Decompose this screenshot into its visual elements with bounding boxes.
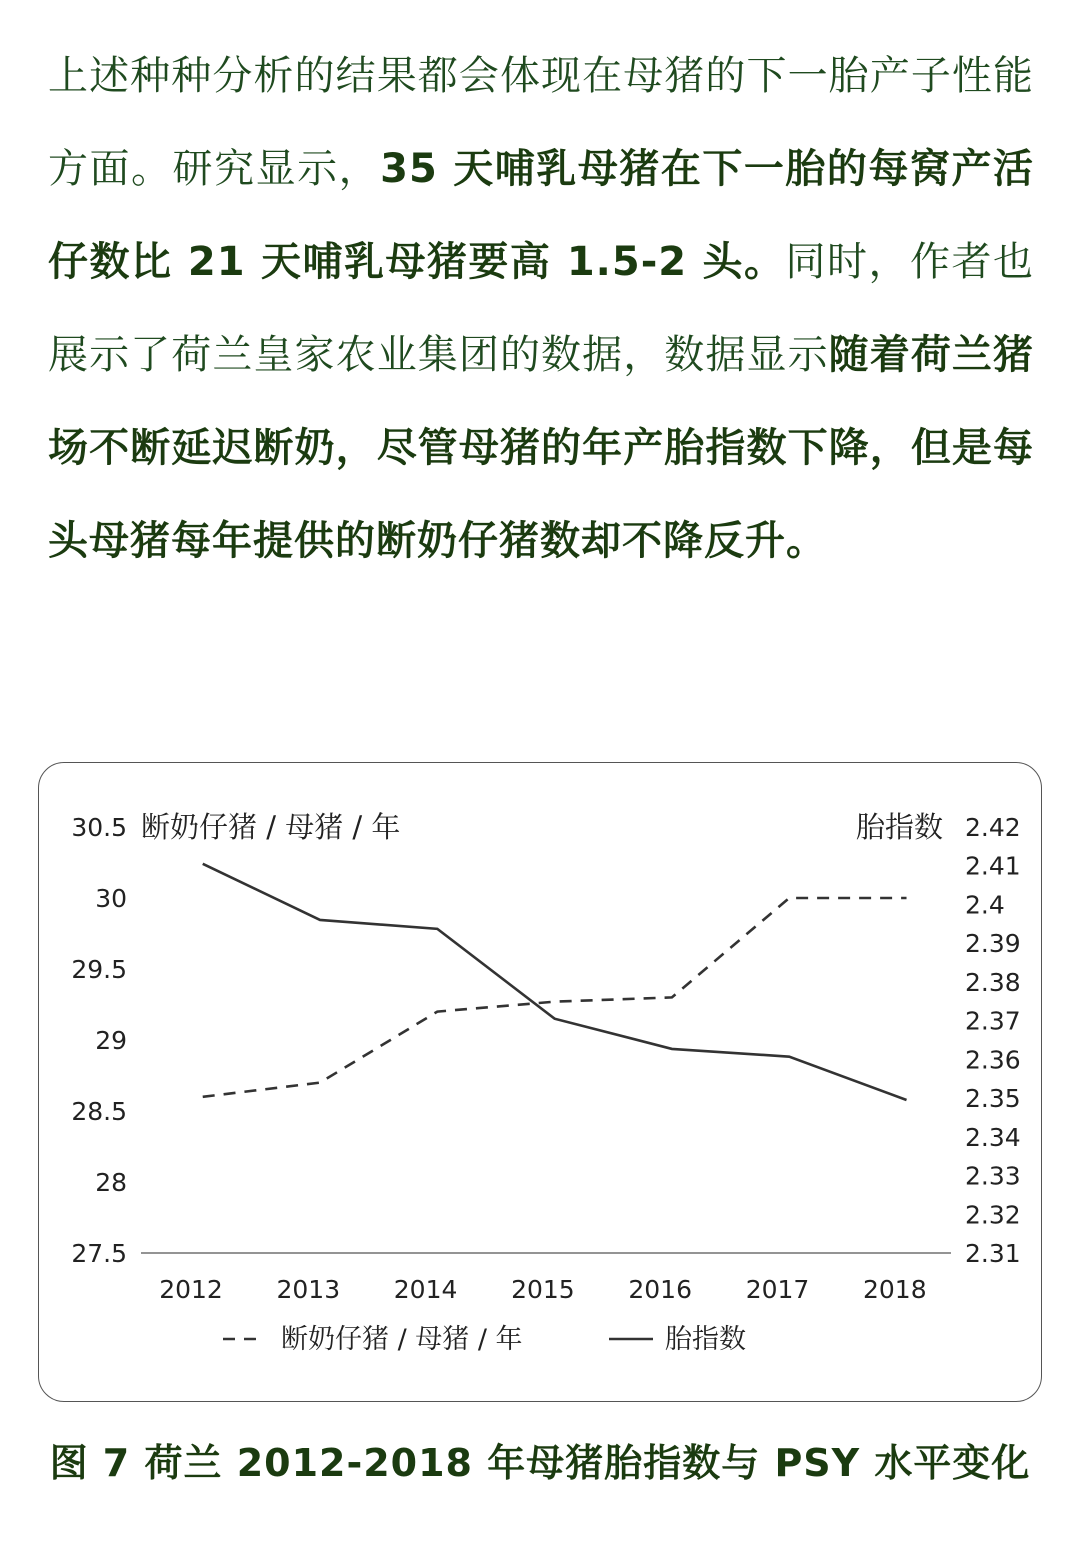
article-paragraph-1: 上述种种分析的结果都会体现在母猪的下一胎产子性能方面。研究显示， [48,53,1034,192]
y-left-tick-label: 29 [95,1026,127,1055]
legend-label-parity-index: 胎指数 [665,1324,746,1355]
y-right-tick-label: 2.35 [965,1084,1021,1114]
series-line-weaned-piglets [203,898,907,1097]
x-tick-label: 2016 [628,1275,693,1304]
y-left-axis-label: 断奶仔猪 / 母猪 / 年 [141,810,401,844]
legend-label-weaned-piglets: 断奶仔猪 / 母猪 / 年 [281,1324,523,1355]
y-left-tick-label: 28 [95,1168,127,1197]
x-tick-label: 2012 [159,1275,223,1304]
y-right-tick-label: 2.34 [965,1122,1021,1152]
line-chart [39,763,1043,1403]
y-right-tick-label: 2.41 [965,851,1021,881]
y-right-tick-label: 2.31 [965,1239,1021,1268]
y-right-tick-label: 2.39 [965,929,1021,959]
y-right-tick-label: 2.32 [965,1200,1021,1230]
y-left-tick-label: 29.5 [71,955,127,984]
y-left-tick-label: 30 [95,884,127,913]
x-tick-label: 2018 [862,1275,927,1304]
y-right-tick-label: 2.38 [965,967,1021,997]
y-right-tick-label: 2.4 [965,890,1005,920]
y-right-tick-label: 2.37 [965,1006,1021,1036]
y-right-tick-label: 2.33 [965,1161,1021,1191]
article-text [48,30,1034,588]
article-highlight-1: 35 天哺乳母猪在下一胎的每窝产活仔数比 21 天哺乳母猪要高 1.5-2 头。 [48,146,1035,285]
y-right-tick-label: 2.36 [965,1045,1021,1075]
x-tick-label: 2014 [393,1275,458,1304]
x-tick-label: 2013 [276,1275,341,1304]
y-left-tick-label: 27.5 [71,1239,127,1268]
x-tick-label: 2017 [745,1275,810,1304]
figure-caption: 图 7 荷兰 2012-2018 年母猪胎指数与 PSY 水平变化 [49,1441,1031,1485]
article-paragraph-2: 同时，作者也展示了荷兰皇家农业集团的数据，数据显示 [48,239,1034,378]
x-tick-label: 2015 [511,1275,575,1304]
y-right-tick-label: 2.42 [965,813,1021,842]
chart-card [38,762,1042,1402]
y-left-tick-label: 30.5 [71,813,127,842]
article-highlight-2: 随着荷兰猪场不断延迟断奶，尽管母猪的年产胎指数下降，但是每头母猪每年提供的断奶仔猪数却不降反升。 [48,332,1035,564]
y-left-tick-label: 28.5 [71,1097,127,1126]
y-right-axis-label: 胎指数 [855,810,943,844]
